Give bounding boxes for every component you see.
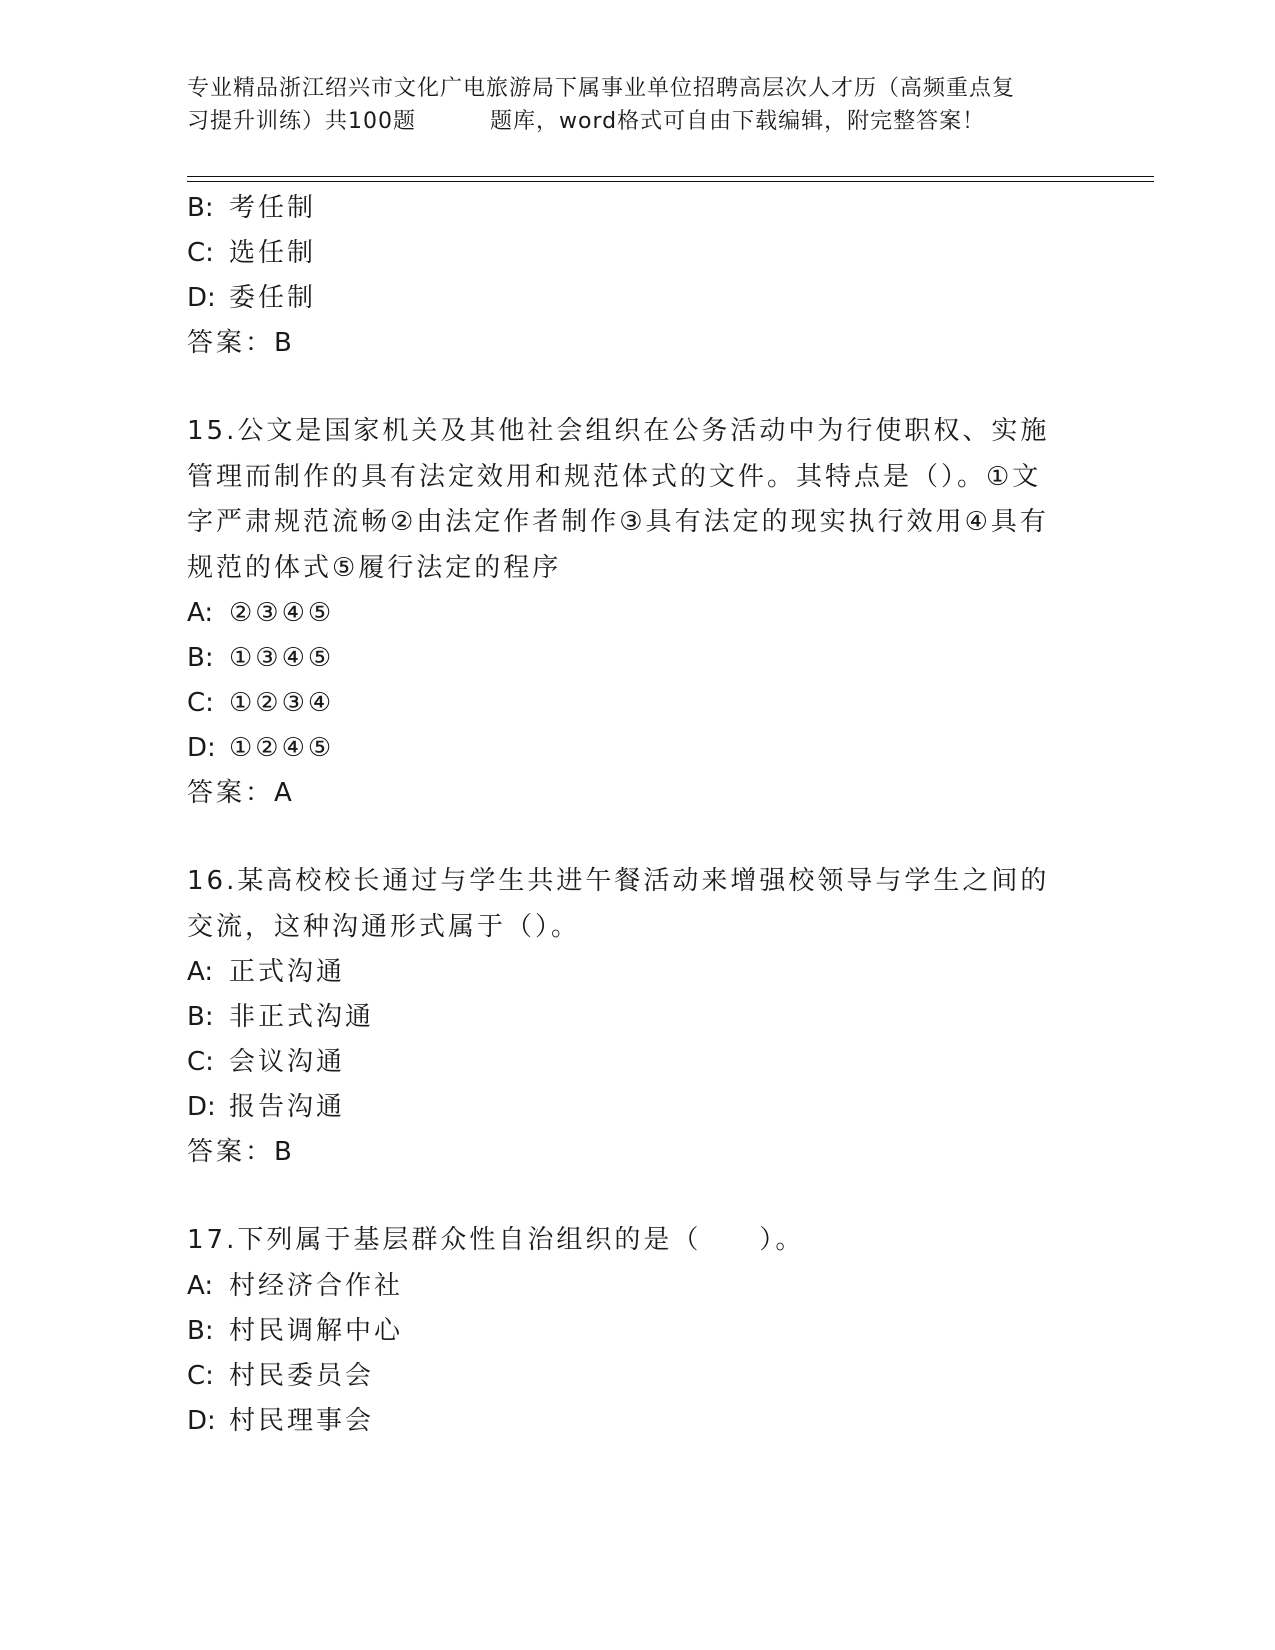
option-text: ②③④⑤ bbox=[229, 598, 335, 628]
header-title-part-1: 习提升训练）共100题 bbox=[187, 109, 416, 134]
option-d bbox=[187, 276, 1067, 321]
question-17 bbox=[187, 1218, 1067, 1444]
option-d bbox=[187, 1085, 1067, 1130]
option-b bbox=[187, 636, 1067, 681]
header-rule-bottom bbox=[187, 181, 1154, 182]
option-d bbox=[187, 1399, 1067, 1444]
option-d bbox=[187, 726, 1067, 771]
option-a bbox=[187, 1264, 1067, 1309]
option-text: 非正式沟通 bbox=[229, 1002, 375, 1032]
option-label: A: bbox=[187, 598, 214, 628]
question-list bbox=[187, 186, 1067, 1444]
option-b bbox=[187, 186, 1067, 231]
option-label: B: bbox=[187, 1315, 214, 1346]
option-text: 村民委员会 bbox=[229, 1360, 375, 1391]
option-text: 村民调解中心 bbox=[229, 1315, 404, 1346]
option-a bbox=[187, 950, 1067, 995]
option-label: A: bbox=[187, 1270, 214, 1301]
option-c bbox=[187, 681, 1067, 726]
option-text: 考任制 bbox=[229, 193, 317, 223]
option-b bbox=[187, 1309, 1067, 1354]
option-label: D: bbox=[187, 1405, 216, 1436]
answer-line: 答案：B bbox=[187, 1137, 295, 1167]
answer-line: 答案：B bbox=[187, 328, 295, 358]
option-label: B: bbox=[187, 193, 214, 223]
option-label: D: bbox=[187, 1092, 216, 1122]
option-c bbox=[187, 1040, 1067, 1085]
option-text: 村民理事会 bbox=[229, 1405, 375, 1436]
option-text: 选任制 bbox=[229, 238, 317, 268]
option-label: C: bbox=[187, 238, 214, 268]
header-title-part-2: 题库，word格式可自由下载编辑，附完整答案！ bbox=[490, 109, 986, 134]
header-rule-top bbox=[187, 176, 1154, 177]
question-stem: 17.下列属于基层群众性自治组织的是（ ）。 bbox=[187, 1225, 805, 1255]
page-header bbox=[187, 72, 1087, 138]
question-stem: 15.公文是国家机关及其他社会组织在公务活动中为行使职权、实施管理而制作的具有法定效用和规范体式的文件。其特点是（）。①文字严肃规范流畅②由法定作者制作③具有法定的现实执行效用④具有规范的体式⑤履行法定的程序 bbox=[187, 416, 1050, 583]
header-title-line-1: 专业精品浙江绍兴市文化广电旅游局下属事业单位招聘高层次人才历（高频重点复 bbox=[187, 76, 1016, 101]
option-text: ①②③④ bbox=[229, 688, 335, 718]
answer-line: 答案：A bbox=[187, 778, 295, 808]
option-label: B: bbox=[187, 1002, 214, 1032]
question-stem: 16.某高校校长通过与学生共进午餐活动来增强校领导与学生之间的交流，这种沟通形式属于（）。 bbox=[187, 866, 1050, 942]
option-label: D: bbox=[187, 733, 216, 763]
option-c bbox=[187, 231, 1067, 276]
option-text: 委任制 bbox=[229, 283, 317, 313]
question-16 bbox=[187, 859, 1067, 1175]
option-c bbox=[187, 1354, 1067, 1399]
option-text: ①②④⑤ bbox=[229, 733, 335, 763]
option-text: 报告沟通 bbox=[229, 1092, 346, 1122]
option-text: 会议沟通 bbox=[229, 1047, 346, 1077]
option-text: 村经济合作社 bbox=[229, 1270, 404, 1301]
option-label: C: bbox=[187, 688, 214, 718]
option-label: C: bbox=[187, 1047, 214, 1077]
option-text: ①③④⑤ bbox=[229, 643, 335, 673]
option-a bbox=[187, 591, 1067, 636]
option-b bbox=[187, 995, 1067, 1040]
prev-question-options bbox=[187, 186, 1067, 366]
option-text: 正式沟通 bbox=[229, 957, 346, 987]
option-label: A: bbox=[187, 957, 214, 987]
option-label: D: bbox=[187, 283, 216, 313]
question-15 bbox=[187, 409, 1067, 816]
option-label: C: bbox=[187, 1360, 214, 1391]
option-label: B: bbox=[187, 643, 214, 673]
header-title-line-2 bbox=[187, 105, 1087, 138]
